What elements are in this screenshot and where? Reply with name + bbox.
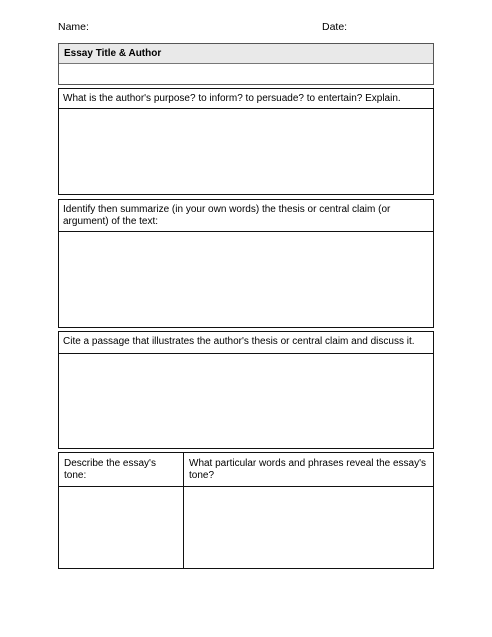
essay-title-section (58, 43, 434, 85)
purpose-response-field[interactable] (59, 109, 433, 194)
thesis-prompt: Identify then summarize (in your own words) the thesis or central claim (or argument) of the text: (59, 200, 433, 232)
tone-column-divider (183, 453, 184, 568)
passage-response-field[interactable] (59, 354, 433, 448)
tone-left-response-field[interactable] (59, 487, 183, 568)
essay-title-heading: Essay Title & Author (59, 44, 433, 64)
tone-right-response-field[interactable] (185, 487, 433, 568)
tone-section (58, 452, 434, 569)
tone-left-prompt: Describe the essay's tone: (64, 458, 156, 481)
date-label: Date: (322, 21, 348, 33)
thesis-section (58, 199, 434, 328)
name-label: Name: (58, 21, 89, 33)
passage-prompt: Cite a passage that illustrates the author's thesis or central claim and discuss it. (59, 332, 433, 354)
passage-section (58, 331, 434, 449)
purpose-prompt: What is the author's purpose? to inform? to persuade? to entertain? Explain. (59, 89, 433, 109)
tone-right-prompt: What particular words and phrases reveal the essay's tone? (189, 458, 427, 481)
thesis-response-field[interactable] (59, 232, 433, 327)
essay-title-field[interactable] (59, 64, 433, 84)
purpose-section (58, 88, 434, 195)
